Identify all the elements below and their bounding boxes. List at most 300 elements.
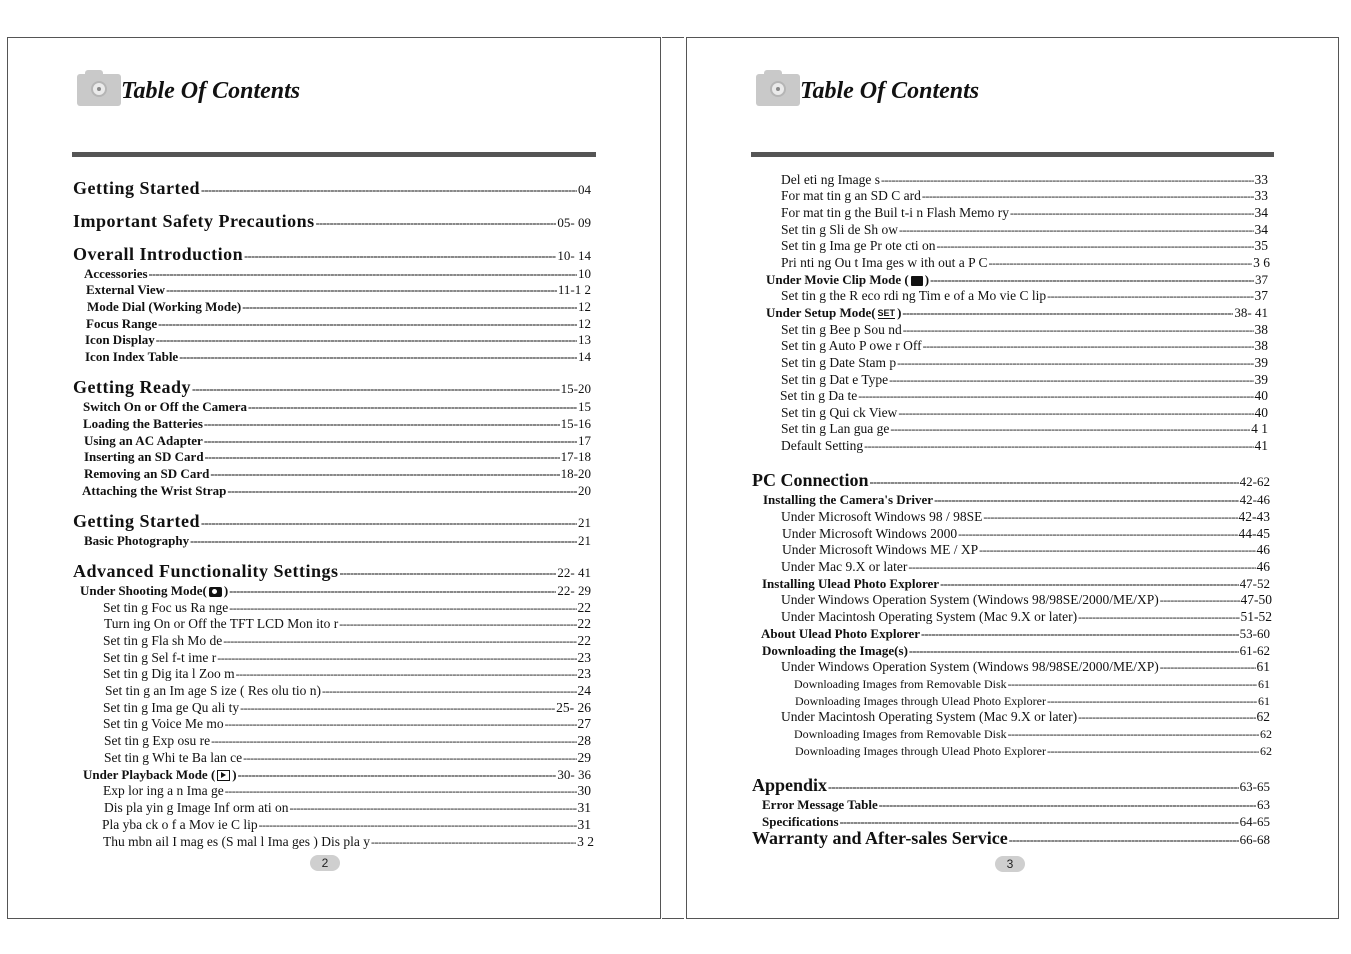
toc-entry-label: Set tin g Foc us Ra nge [103, 599, 229, 615]
toc-entry-title [86, 282, 165, 298]
dot-leader [898, 406, 1253, 421]
dot-leader [1160, 660, 1256, 675]
toc-entry-title [103, 783, 224, 799]
toc-entry [73, 377, 591, 398]
right-header [756, 70, 1276, 118]
toc-entry-title [84, 266, 148, 282]
toc-entry-title [104, 733, 210, 749]
toc-page-ref: 15-16 [560, 415, 591, 431]
toc-entry-label: Specifications [762, 813, 839, 829]
toc-page-ref: 3 2 [577, 833, 594, 849]
dot-leader [1047, 744, 1259, 759]
dot-leader [1047, 289, 1253, 304]
toc-entry-label: Set tin g Whi te Ba lan ce [104, 749, 243, 765]
camera-logo-icon [756, 70, 800, 106]
dot-leader [983, 510, 1237, 525]
toc-page-ref: 29 [577, 749, 591, 765]
toc-entry [85, 332, 591, 348]
toc-page-ref: 51-52 [1240, 608, 1272, 624]
toc-entry-title [83, 767, 237, 783]
toc-entry-title [103, 700, 239, 716]
toc-page-ref: 05- 09 [557, 215, 591, 230]
toc-page-ref: 23 [577, 649, 591, 665]
toc-entry [73, 561, 591, 582]
toc-page-ref: 13 [578, 331, 591, 347]
toc-entry-label: Using an AC Adapter [84, 432, 203, 448]
toc-entry-title [86, 316, 157, 332]
toc-entry-title [73, 178, 200, 199]
toc-entry-title [781, 509, 982, 525]
dot-leader [289, 801, 576, 816]
toc-page-ref: 62 [1260, 744, 1272, 758]
toc-entry-title [782, 542, 978, 558]
toc-entry-title [781, 405, 897, 421]
toc-entry [86, 316, 591, 332]
toc-entry-label: Turn ing On or Off the TFT LCD Mon ito r [104, 615, 339, 631]
toc-page-ref: 30 [577, 782, 591, 798]
toc-entry [781, 438, 1268, 454]
dot-leader [1010, 206, 1254, 221]
toc-entry-label: Downloading Images through Ulead Photo Explorer [795, 744, 1046, 758]
toc-entry-label: Accessories [84, 265, 148, 281]
toc-entry [781, 592, 1272, 608]
toc-entry-label: About Ulead Photo Explorer [761, 625, 921, 641]
toc-entry-label: Set tin g Sel f-t ime r [103, 649, 217, 665]
toc-entry [104, 750, 591, 766]
toc-entry [73, 244, 591, 265]
toc-entry-label: Pla yba ck o f a Mov ie C lip [102, 816, 258, 832]
toc-page-ref: 31 [577, 799, 591, 815]
toc-entry-label: For mat tin g the Buil t-i n Flash Memo ry [781, 204, 1009, 220]
toc-page-ref: 12 [578, 298, 591, 314]
toc-entry-title [82, 483, 226, 499]
toc-entry-title [103, 716, 224, 732]
dot-leader [940, 577, 1239, 592]
toc-entry-label: External View [86, 281, 166, 297]
toc-entry-title [781, 355, 896, 371]
toc-entry-title [794, 727, 1007, 742]
toc-page-ref: 22- 29 [557, 582, 591, 598]
dot-leader [340, 566, 557, 581]
toc-entry-title [103, 600, 228, 616]
dot-leader [1009, 833, 1239, 848]
toc-entry-title [762, 797, 878, 813]
toc-entry [84, 533, 591, 549]
toc-page-ref: 22- 41 [557, 565, 591, 580]
toc-entry-label: Appendix [752, 775, 828, 795]
dot-leader [902, 306, 1233, 321]
toc-entry-title [781, 659, 1159, 675]
toc-entry [781, 609, 1272, 625]
toc-entry [766, 272, 1268, 288]
toc-entry-title [781, 172, 880, 188]
toc-entry [781, 338, 1268, 354]
toc-page-ref: 33 [1254, 187, 1268, 203]
toc-entry-title [105, 683, 321, 699]
toc-entry [781, 238, 1268, 254]
toc-entry [105, 683, 591, 699]
dot-leader [879, 798, 1256, 813]
toc-page-ref: 61 [1258, 694, 1270, 708]
toc-entry [84, 266, 591, 282]
dot-leader [1078, 710, 1255, 725]
toc-page-ref: 38- 41 [1234, 304, 1268, 320]
toc-entry-title [781, 338, 922, 354]
toc-page-ref: 17-18 [560, 448, 591, 464]
toc-entry-title [104, 750, 242, 766]
toc-entry [73, 211, 591, 232]
toc-page-ref: 15-20 [560, 381, 591, 396]
toc-entry-label: Set tin g Voice Me mo [103, 715, 224, 731]
toc-entry-title [73, 244, 243, 265]
page-gutter [662, 37, 684, 919]
dot-leader [259, 818, 577, 833]
toc-entry-title [766, 305, 901, 321]
dot-leader [244, 249, 556, 264]
page-title: Table Of Contents [121, 78, 301, 104]
toc-page-ref: 47-50 [1240, 591, 1272, 607]
dot-leader [922, 189, 1254, 204]
toc-entry-title [84, 433, 203, 449]
toc-entry [103, 600, 591, 616]
toc-entry-title [102, 817, 258, 833]
toc-entry-label: Inserting an SD Card [84, 448, 204, 464]
toc-entry [84, 433, 591, 449]
toc-page-ref: 46 [1256, 541, 1270, 557]
dot-leader [238, 768, 557, 783]
toc-page-ref: 14 [578, 348, 591, 364]
toc-entry [782, 526, 1270, 542]
toc-entry [761, 626, 1270, 642]
toc-entry-title [781, 438, 863, 454]
toc-entry-label: Under Windows Operation System (Windows 98/98SE/2000/ME/XP) [781, 658, 1159, 674]
toc-entry-label: Set tin g Auto P owe r Off [781, 337, 922, 353]
toc-entry-title [781, 222, 898, 238]
dot-leader [979, 543, 1255, 558]
toc-entry-label: Installing Ulead Photo Explorer [762, 575, 940, 591]
toc-page-ref: 62 [1260, 727, 1272, 741]
toc-page-ref: 46 [1256, 558, 1270, 574]
toc-page-ref: 63-65 [1239, 779, 1270, 794]
toc-entry [781, 372, 1268, 388]
toc-entry-label: Important Safety Precautions [73, 211, 315, 231]
toc-entry-label: Under Microsoft Windows ME / XP [782, 541, 979, 557]
toc-entry-label: Del eti ng Image s [781, 171, 880, 187]
dot-leader [322, 684, 577, 699]
toc-entry [781, 172, 1268, 188]
dot-leader [828, 780, 1239, 795]
toc-entry-label: Set tin g Exp osu re [104, 732, 211, 748]
toc-entry-label: Set tin g Sli de Sh ow [781, 221, 899, 237]
dot-leader [229, 601, 576, 616]
playback-icon [217, 770, 230, 781]
toc-entry [781, 559, 1270, 575]
toc-entry [73, 511, 591, 532]
toc-entry-title [103, 666, 235, 682]
dot-leader [211, 734, 576, 749]
dot-leader [166, 283, 557, 298]
setup-icon: SET [877, 307, 896, 318]
toc-entry-label: Under Shooting Mode( [80, 582, 207, 598]
toc-entry-label: Set tin g an Im age S ize ( Res olu tio n) [105, 682, 321, 698]
toc-entry-label: Set tin g the R eco rdi ng Tim e of a Mo vie C lip [781, 287, 1047, 303]
toc-entry-title [83, 416, 203, 432]
toc-entry [80, 583, 591, 599]
dot-leader [1047, 694, 1257, 709]
toc-page-ref: 3 6 [1253, 254, 1270, 270]
dot-leader [1008, 727, 1259, 742]
toc-entry [84, 466, 591, 482]
toc-page-ref: 21 [578, 532, 591, 548]
toc-entry-title [762, 576, 939, 592]
toc-entry-label: Under Playback Mode ( [83, 766, 216, 782]
toc-entry [781, 709, 1270, 725]
dot-leader [897, 356, 1253, 371]
toc-entry-label: Switch On or Off the Camera [83, 398, 248, 414]
toc-entry-label: Set tin g Dig ita l Zoo m [103, 665, 235, 681]
toc-entry-label: Set tin g Fla sh Mo de [103, 632, 223, 648]
toc-entry [752, 828, 1270, 849]
dot-leader [242, 300, 577, 315]
toc-entry-label: Attaching the Wrist Strap [82, 482, 227, 498]
toc-entry [781, 255, 1270, 271]
toc-page-ref: 44-45 [1238, 525, 1270, 541]
toc-entry-title [781, 188, 921, 204]
toc-entry-label: Dis pla yin g Image Inf orm ati on [104, 799, 289, 815]
toc-entry [780, 388, 1268, 404]
page-number: 3 [995, 856, 1025, 872]
toc-entry [781, 509, 1270, 525]
toc-entry-label: Under Microsoft Windows 2000 [782, 525, 958, 541]
toc-entry-label: Pri nti ng Ou t Ima ges w ith out a P C [781, 254, 988, 270]
toc-entry-label: Loading the Batteries [83, 415, 203, 431]
toc-page-ref: 30- 36 [557, 766, 591, 782]
toc-page-ref: 15 [578, 398, 591, 414]
toc-entry-label: Downloading Images from Removable Disk [794, 727, 1007, 741]
dot-leader [217, 651, 576, 666]
toc-entry [85, 349, 591, 365]
toc-entry [103, 716, 591, 732]
toc-entry-title [781, 238, 935, 254]
toc-entry-label-end: ) [232, 766, 237, 782]
toc-entry-label: Set tin g Qui ck View [781, 404, 898, 420]
toc-entry-label: Focus Range [86, 315, 158, 331]
toc-entry-label: Downloading Images through Ulead Photo Explorer [795, 694, 1046, 708]
toc-entry-label: Set tin g Dat e Type [781, 371, 889, 387]
toc-entry [83, 399, 591, 415]
toc-entry-label: Downloading the Image(s) [762, 642, 908, 658]
toc-entry [782, 542, 1270, 558]
toc-entry-title [781, 288, 1046, 304]
dot-leader [1078, 610, 1239, 625]
toc-page-ref: 40 [1254, 387, 1268, 403]
toc-entry-label: Getting Started [73, 511, 200, 531]
toc-page-ref: 38 [1254, 337, 1268, 353]
dot-leader [316, 216, 557, 231]
toc-page-ref: 28 [577, 732, 591, 748]
dot-leader [1160, 593, 1240, 608]
toc-page-ref: 10- 14 [557, 248, 591, 263]
toc-page-ref: 31 [577, 816, 591, 832]
toc-entry-title [781, 709, 1077, 725]
toc-entry-label: Icon Index Table [85, 348, 179, 364]
toc-entry [104, 733, 591, 749]
dot-leader [210, 467, 559, 482]
toc-page-ref: 39 [1254, 354, 1268, 370]
toc-entry-title [752, 775, 827, 796]
dot-leader [923, 339, 1254, 354]
toc-page-ref: 42-46 [1239, 491, 1270, 507]
toc-entry [794, 727, 1272, 742]
dot-leader [240, 701, 555, 716]
toc-page-ref: 27 [577, 715, 591, 731]
toc-page-ref: 63 [1257, 796, 1270, 812]
toc-entry-title [781, 205, 1009, 221]
dot-leader [864, 439, 1253, 454]
toc-page-ref: 21 [578, 515, 591, 530]
toc-entry [781, 205, 1268, 221]
toc-entry-label: Downloading Images from Removable Disk [794, 677, 1007, 691]
toc-entry-label: Error Message Table [762, 796, 878, 812]
page-number: 2 [310, 855, 340, 871]
dot-leader [899, 223, 1253, 238]
dot-leader [243, 751, 576, 766]
toc-entry [86, 282, 591, 298]
toc-entry-label: For mat tin g an SD C ard [781, 187, 921, 203]
dot-leader [156, 333, 577, 348]
toc-page-ref: 17 [578, 432, 591, 448]
toc-page-ref: 04 [578, 182, 591, 197]
dot-leader [934, 493, 1239, 508]
toc-entry-label: PC Connection [752, 470, 869, 490]
dot-leader [858, 389, 1253, 404]
toc-entry [781, 322, 1268, 338]
toc-page-ref: 11-1 2 [557, 281, 591, 297]
toc-entry-title [84, 449, 204, 465]
toc-entry [781, 405, 1268, 421]
toc-entry [781, 355, 1268, 371]
toc-entry-label: Exp lor ing a n Ima ge [103, 782, 224, 798]
toc-entry [762, 576, 1270, 592]
toc-page-ref: 22 [577, 599, 591, 615]
dot-leader [881, 173, 1254, 188]
toc-entry [763, 492, 1270, 508]
toc-entry [104, 616, 591, 632]
dot-leader [192, 382, 560, 397]
toc-entry-label-end: ) [897, 304, 902, 320]
dot-leader [989, 256, 1253, 271]
dot-leader [921, 627, 1239, 642]
toc-entry-title [762, 643, 908, 659]
toc-entry [84, 449, 591, 465]
toc-entry-label: Under Movie Clip Mode ( [766, 271, 909, 287]
toc-page-ref: 18-20 [560, 465, 591, 481]
dot-leader [339, 617, 576, 632]
toc-page-ref: 37 [1255, 271, 1268, 287]
dot-leader [930, 273, 1254, 288]
toc-entry-title [795, 744, 1046, 759]
dot-leader [201, 183, 577, 198]
dot-leader [890, 422, 1250, 437]
dot-leader [158, 317, 577, 332]
toc-entry-title [104, 800, 288, 816]
toc-entry [794, 677, 1270, 692]
toc-page-ref: 24 [577, 682, 591, 698]
toc-page-ref: 61-62 [1239, 642, 1270, 658]
toc-entry-title [752, 470, 869, 491]
toc-page-ref: 4 1 [1251, 420, 1268, 436]
toc-entry-title [87, 299, 241, 315]
toc-entry-title [83, 399, 247, 415]
toc-page-ref: 20 [578, 482, 591, 498]
toc-entry-label: Set tin g Da te [780, 387, 858, 403]
toc-entry [781, 222, 1268, 238]
toc-entry-title [781, 372, 888, 388]
toc-entry-label: Under Macintosh Operating System (Mac 9.X or later) [781, 708, 1078, 724]
dot-leader [223, 634, 576, 649]
toc-entry-label: Under Mac 9.X or later [781, 558, 908, 574]
toc-entry [83, 416, 591, 432]
toc-entry [795, 744, 1272, 759]
toc-page-ref: 33 [1254, 171, 1268, 187]
dot-leader [903, 323, 1254, 338]
toc-entry-label-end: ) [223, 582, 229, 598]
toc-entry [781, 288, 1268, 304]
toc-page-ref: 62 [1256, 708, 1270, 724]
toc-entry [762, 643, 1270, 659]
toc-entry-label: Removing an SD Card [84, 465, 210, 481]
dot-leader [908, 560, 1255, 575]
toc-entry-title [85, 332, 155, 348]
movie-icon [911, 276, 923, 286]
toc-entry-title [761, 626, 920, 642]
toc-entry-title [781, 559, 907, 575]
toc-page-ref: 22 [577, 615, 591, 631]
toc-page-ref: 53-60 [1239, 625, 1270, 641]
toc-entry-label: Default Setting [781, 437, 864, 453]
toc-entry-title [103, 834, 370, 850]
toc-entry [103, 783, 591, 799]
dot-leader [371, 835, 576, 850]
dot-leader [1008, 677, 1257, 692]
toc-entry-label: Set tin g Ima ge Qu ali ty [103, 699, 240, 715]
toc-entry-label-end: ) [924, 271, 930, 287]
toc-entry-label: Icon Display [85, 331, 155, 347]
toc-entry-title [763, 492, 933, 508]
toc-entry-label: Set tin g Bee p Sou nd [781, 321, 902, 337]
toc-entry-title [103, 633, 222, 649]
toc-entry [82, 483, 591, 499]
toc-page-ref: 37 [1254, 287, 1268, 303]
toc-entry-label: Under Setup Mode( [766, 304, 876, 320]
toc-entry-label: Under Microsoft Windows 98 / 98SE [781, 508, 983, 524]
toc-entry [87, 299, 591, 315]
toc-entry-title [103, 650, 216, 666]
toc-entry [762, 797, 1270, 813]
toc-page-ref: 22 [577, 632, 591, 648]
toc-page-ref: 47-52 [1239, 575, 1270, 591]
toc-entry [103, 700, 591, 716]
toc-page-ref: 25- 26 [556, 699, 591, 715]
toc-page-ref: 61 [1256, 658, 1270, 674]
dot-leader [204, 417, 560, 432]
toc-page-ref: 38 [1254, 321, 1268, 337]
dot-leader [889, 373, 1253, 388]
toc-page-ref: 34 [1254, 221, 1268, 237]
toc-entry-label: Getting Started [73, 178, 200, 198]
toc-entry-title [73, 211, 315, 232]
toc-entry-label: Warranty and After-sales Service [752, 828, 1008, 848]
